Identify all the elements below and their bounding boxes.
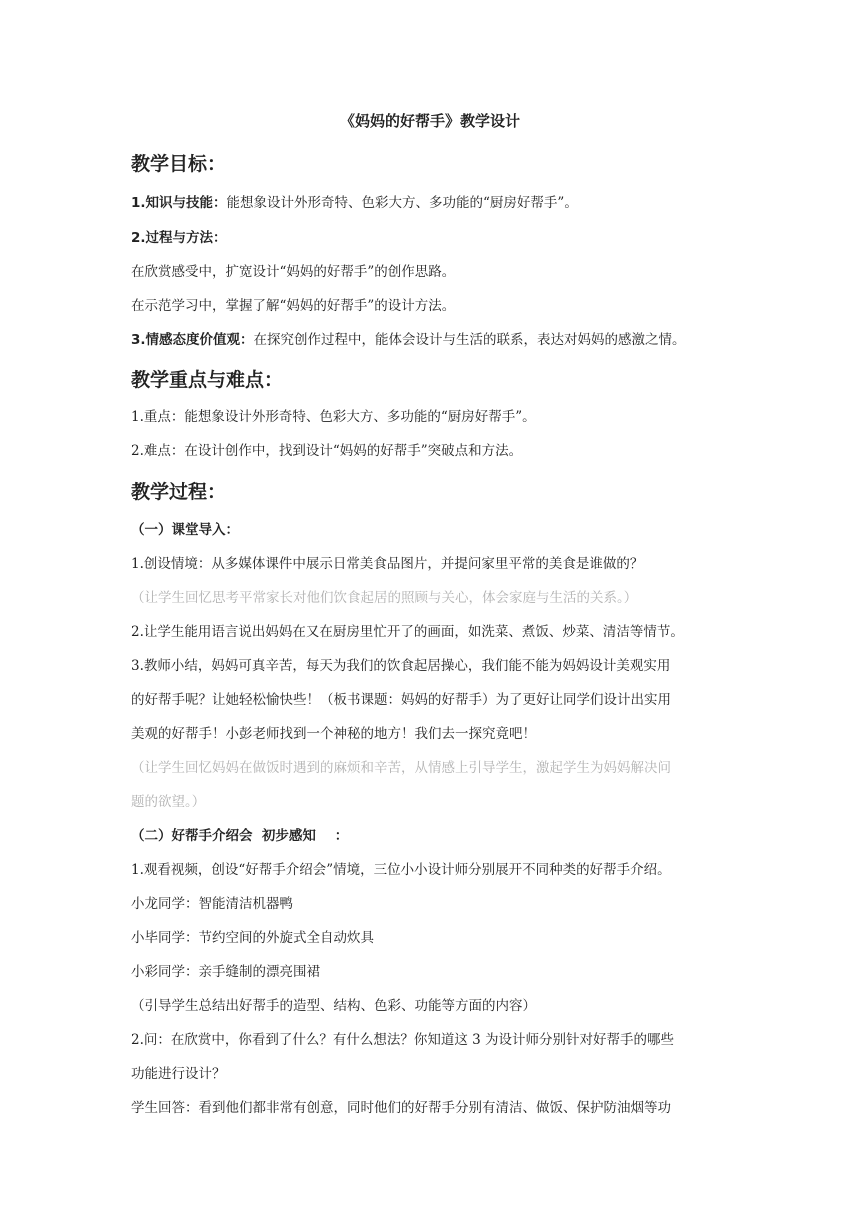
part-1-item-3-line-2: 的好帮手呢？让她轻松愉快些！（板书课题：妈妈的好帮手）为了更好让同学们设计出实用 xyxy=(131,692,671,708)
designer-xiaobi: 小毕同学：节约空间的外旋式全自动炊具 xyxy=(131,930,374,946)
heading-key-points: 教学重点与难点： xyxy=(131,369,284,391)
part-1-note-2-line-2: 题的欲望。） xyxy=(131,794,206,810)
key-point-2: 2.难点：在设计创作中，找到设计“妈妈的好帮手”突破点和方法。 xyxy=(131,443,523,459)
document-title: 《妈妈的好帮手》教学设计 xyxy=(339,112,520,130)
goal-2-line-2: 在示范学习中，掌握了解“妈妈的好帮手”的设计方法。 xyxy=(131,298,456,314)
part-1-note-1: （让学生回忆思考平常家长对他们饮食起居的照顾与关心，体会家庭与生活的关系。） xyxy=(131,590,638,606)
goal-1-label: 1.知识与技能： xyxy=(131,195,227,211)
part-2-note: （引导学生总结出好帮手的造型、结构、色彩、功能等方面的内容） xyxy=(131,998,536,1014)
part-2-heading: （二）好帮手介绍会 初步感知 ： xyxy=(131,828,349,844)
goal-2-line-1: 在欣赏感受中，扩宽设计“妈妈的好帮手”的创作思路。 xyxy=(131,264,456,280)
goal-1-text: 能想象设计外形奇特、色彩大方、多功能的“厨房好帮手”。 xyxy=(226,195,578,211)
goal-3 xyxy=(131,328,686,348)
goal-1 xyxy=(131,191,578,211)
part-2-item-2-line-1: 2.问：在欣赏中，你看到了什么？有什么想法？你知道这 3 为设计师分别针对好帮手的哪些 xyxy=(131,1032,675,1048)
designer-xiaocai: 小彩同学：亲手缝制的漂亮围裙 xyxy=(131,964,320,980)
part-1-item-2: 2.让学生能用语言说出妈妈在又在厨房里忙开了的画面，如洗菜、煮饭、炒菜、清洁等情节。 xyxy=(131,624,684,640)
goal-2-label: 2.过程与方法： xyxy=(131,230,227,246)
student-answer: 学生回答：看到他们都非常有创意，同时他们的好帮手分别有清洁、做饭、保护防油烟等功 xyxy=(131,1100,671,1116)
part-1-item-3-line-1: 3.教师小结，妈妈可真辛苦，每天为我们的饮食起居操心，我们能不能为妈妈设计美观实用 xyxy=(131,658,671,674)
part-2-item-1: 1.观看视频，创设“好帮手介绍会”情境，三位小小设计师分别展开不同种类的好帮手介绍。 xyxy=(131,862,671,878)
goal-3-text: 在探究创作过程中，能体会设计与生活的联系，表达对妈妈的感激之情。 xyxy=(253,332,686,348)
key-point-1: 1.重点：能想象设计外形奇特、色彩大方、多功能的“厨房好帮手”。 xyxy=(131,409,536,425)
part-1-note-2-line-1: （让学生回忆妈妈在做饭时遇到的麻烦和辛苦，从情感上引导学生，激起学生为妈妈解决问 xyxy=(131,760,671,776)
designer-xiaolong: 小龙同学：智能清洁机器鸭 xyxy=(131,896,293,912)
part-1-item-3-line-3: 美观的好帮手！小彭老师找到一个神秘的地方！我们去一探究竟吧！ xyxy=(131,726,536,742)
part-1-heading: （一）课堂导入： xyxy=(131,522,239,538)
heading-teaching-goals: 教学目标： xyxy=(131,153,227,175)
part-1-item-1: 1.创设情境：从多媒体课件中展示日常美食品图片，并提问家里平常的美食是谁做的？ xyxy=(131,556,644,572)
goal-3-label: 3.情感态度价值观： xyxy=(131,332,254,348)
heading-teaching-process: 教学过程： xyxy=(131,481,227,503)
part-2-item-2-line-2: 功能进行设计？ xyxy=(131,1066,226,1082)
